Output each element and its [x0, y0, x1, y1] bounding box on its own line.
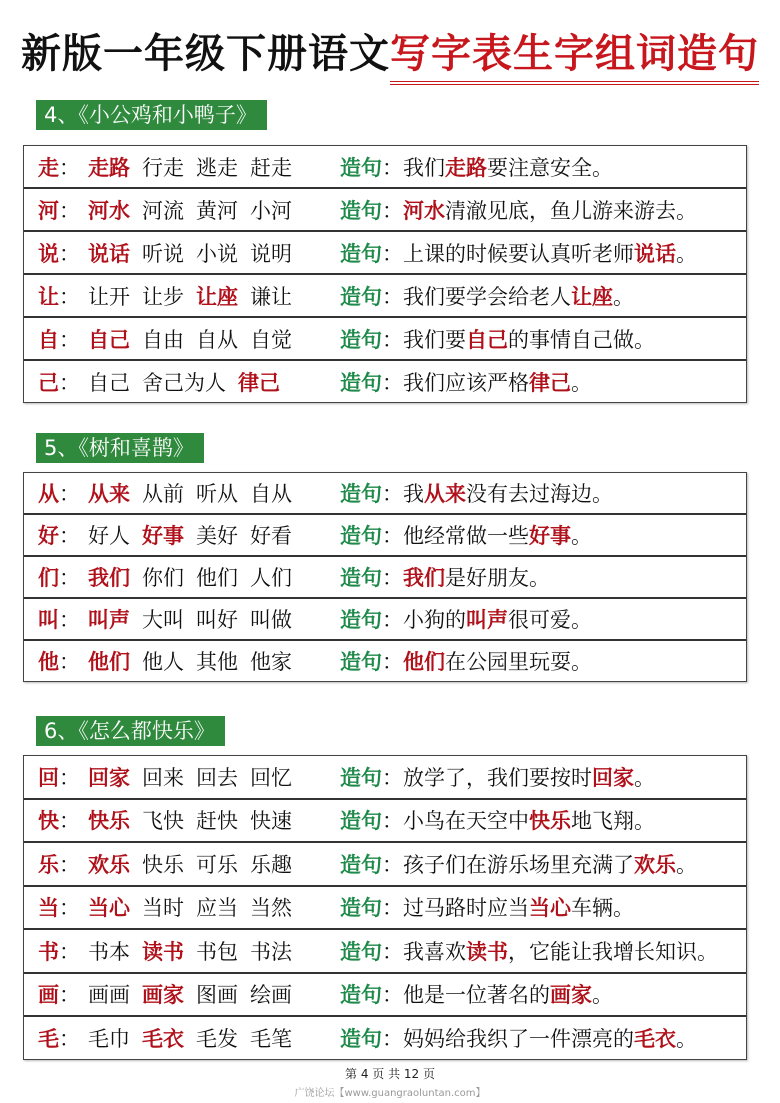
zaoju-label: 造句	[340, 327, 382, 352]
char-cell	[24, 478, 88, 508]
zaoju-label: 造句	[340, 939, 382, 964]
table-row	[24, 359, 746, 402]
colon: ：	[59, 284, 80, 309]
word: 河水	[88, 198, 130, 223]
words-cell	[88, 478, 340, 508]
word: 自从	[250, 482, 292, 506]
words-cell	[88, 979, 340, 1009]
sentence-cell	[340, 520, 592, 550]
sentence-part: 他是一位著名的	[403, 983, 550, 1008]
sentence-part: 快乐	[529, 809, 571, 834]
sentence-part: 车辆。	[571, 896, 634, 921]
zaoju-label: 造句	[340, 524, 382, 548]
word: 应当	[196, 896, 238, 921]
word: 他们	[88, 650, 130, 674]
target-char: 己	[38, 370, 59, 395]
words-cell	[88, 849, 340, 879]
char-cell	[24, 646, 88, 676]
sentence-cell	[340, 1023, 697, 1053]
zaoju-label: 造句	[340, 1026, 382, 1051]
word: 你们	[142, 566, 184, 590]
word: 叫声	[88, 608, 130, 632]
colon: ：	[382, 896, 403, 921]
char-cell	[24, 979, 88, 1009]
colon: ：	[59, 650, 80, 674]
word: 快乐	[142, 852, 184, 877]
section-heading: 4、《小公鸡和小鸭子》	[36, 100, 267, 130]
word: 欢乐	[88, 852, 130, 877]
zaoju-label: 造句	[340, 155, 382, 180]
word: 可乐	[196, 852, 238, 877]
sentence-part: 。	[676, 852, 697, 877]
target-char: 们	[38, 566, 59, 590]
sentence-part: 当心	[529, 896, 571, 921]
word: 赶走	[250, 155, 292, 180]
sentence-part: 画家	[550, 983, 592, 1008]
words-cell	[88, 892, 340, 922]
sentence-part: 。	[676, 241, 697, 266]
sentence-part: 河水	[403, 198, 445, 223]
table-row	[24, 928, 746, 972]
sentence-part: 小鸟在天空中	[403, 809, 529, 834]
colon: ：	[382, 155, 403, 180]
section-heading: 5、《树和喜鹊》	[36, 433, 204, 463]
sentence-cell	[340, 367, 592, 397]
colon: ：	[382, 608, 403, 632]
words-cell	[88, 238, 340, 268]
word: 黄河	[196, 198, 238, 223]
colon: ：	[382, 650, 403, 674]
sentence-part: 我们要学会给老人	[403, 284, 571, 309]
sentence-part: 叫声	[466, 608, 508, 632]
word: 回去	[196, 765, 238, 790]
word: 绘画	[250, 983, 292, 1008]
word: 书包	[196, 939, 238, 964]
colon: ：	[59, 896, 80, 921]
sentence-part: 自己	[466, 327, 508, 352]
word: 毛巾	[88, 1026, 130, 1051]
word: 飞快	[142, 809, 184, 834]
table-row	[24, 316, 746, 359]
colon: ：	[382, 482, 403, 506]
sentence-cell	[340, 849, 697, 879]
table-row	[24, 756, 746, 798]
page-number: 第 4 页 共 12 页	[345, 1067, 435, 1081]
colon: ：	[59, 198, 80, 223]
words-cell	[88, 805, 340, 835]
char-cell	[24, 520, 88, 550]
char-cell	[24, 1023, 88, 1053]
sentence-cell	[340, 805, 655, 835]
sentence-part: 读书	[466, 939, 508, 964]
sentence-cell	[340, 238, 697, 268]
words-cell	[88, 646, 340, 676]
sentence-cell	[340, 478, 613, 508]
word: 当心	[88, 896, 130, 921]
target-char: 回	[38, 765, 59, 790]
sentence-part: 好事	[529, 524, 571, 548]
word: 其他	[196, 650, 238, 674]
word: 图画	[196, 983, 238, 1008]
table-row	[24, 555, 746, 597]
word: 毛笔	[250, 1026, 292, 1051]
words-cell	[88, 604, 340, 634]
sentence-part: 他经常做一些	[403, 524, 529, 548]
sentence-cell	[340, 892, 634, 922]
word: 回忆	[250, 765, 292, 790]
sentence-part: 放学了，我们要按时	[403, 765, 592, 790]
word: 行走	[142, 155, 184, 180]
word: 美好	[196, 524, 238, 548]
word: 他人	[142, 650, 184, 674]
sentence-part: 我们	[403, 566, 445, 590]
colon: ：	[59, 524, 80, 548]
sentence-cell	[340, 562, 550, 592]
title-black: 新版一年级下册语文	[21, 30, 390, 77]
word: 他家	[250, 650, 292, 674]
char-cell	[24, 238, 88, 268]
word: 赶快	[196, 809, 238, 834]
page-title	[0, 22, 780, 85]
zaoju-label: 造句	[340, 370, 382, 395]
word: 谦让	[250, 284, 292, 309]
colon: ：	[382, 198, 403, 223]
word: 回来	[142, 765, 184, 790]
target-char: 河	[38, 198, 59, 223]
sentence-part: 小狗的	[403, 608, 466, 632]
target-char: 当	[38, 896, 59, 921]
char-cell	[24, 604, 88, 634]
word: 从来	[88, 482, 130, 506]
colon: ：	[382, 1026, 403, 1051]
sentence-part: 很可爱。	[508, 608, 592, 632]
sentence-part: 说话	[634, 241, 676, 266]
colon: ：	[382, 241, 403, 266]
word: 逃走	[196, 155, 238, 180]
words-cell	[88, 520, 340, 550]
char-cell	[24, 762, 88, 792]
zaoju-label: 造句	[340, 566, 382, 590]
sentence-cell	[340, 646, 592, 676]
target-char: 好	[38, 524, 59, 548]
word: 自由	[142, 327, 184, 352]
table-row	[24, 1015, 746, 1059]
sentence-part: 。	[571, 524, 592, 548]
word: 听说	[142, 241, 184, 266]
colon: ：	[59, 370, 80, 395]
word: 让步	[142, 284, 184, 309]
sentence-part: 回家	[592, 765, 634, 790]
word: 好看	[250, 524, 292, 548]
sentence-part: 地飞翔。	[571, 809, 655, 834]
sentence-part: 。	[592, 983, 613, 1008]
words-cell	[88, 281, 340, 311]
word: 快速	[250, 809, 292, 834]
word: 听从	[196, 482, 238, 506]
char-cell	[24, 849, 88, 879]
word: 我们	[88, 566, 130, 590]
word: 叫好	[196, 608, 238, 632]
colon: ：	[59, 155, 80, 180]
words-cell	[88, 324, 340, 354]
colon: ：	[59, 327, 80, 352]
target-char: 画	[38, 983, 59, 1008]
word: 画家	[142, 983, 184, 1008]
colon: ：	[59, 939, 80, 964]
sentence-cell	[340, 281, 634, 311]
section-heading: 6、《怎么都快乐》	[36, 716, 225, 746]
watermark: 广饶论坛【www.guangraoluntan.com】	[294, 1088, 486, 1099]
zaoju-label: 造句	[340, 983, 382, 1008]
colon: ：	[382, 370, 403, 395]
word: 舍己为人	[142, 370, 226, 395]
sentence-part: 走路	[445, 155, 487, 180]
word: 书本	[88, 939, 130, 964]
colon: ：	[59, 482, 80, 506]
colon: ：	[382, 566, 403, 590]
colon: ：	[382, 939, 403, 964]
sentence-part: 让座	[571, 284, 613, 309]
colon: ：	[59, 241, 80, 266]
word: 毛发	[196, 1026, 238, 1051]
table-row	[24, 230, 746, 273]
word: 好人	[88, 524, 130, 548]
sentence-part: 欢乐	[634, 852, 676, 877]
zaoju-label: 造句	[340, 809, 382, 834]
sentence-part: 上课的时候要认真听老师	[403, 241, 634, 266]
sentence-part: 妈妈给我织了一件漂亮的	[403, 1026, 634, 1051]
word: 自觉	[250, 327, 292, 352]
colon: ：	[382, 327, 403, 352]
target-char: 毛	[38, 1026, 59, 1051]
zaoju-label: 造句	[340, 765, 382, 790]
word: 自己	[88, 327, 130, 352]
word: 当然	[250, 896, 292, 921]
words-cell	[88, 195, 340, 225]
table-row	[24, 798, 746, 842]
word: 书法	[250, 939, 292, 964]
word: 小河	[250, 198, 292, 223]
sentence-part: 我	[403, 482, 424, 506]
table-row	[24, 639, 746, 681]
sentence-cell	[340, 152, 613, 182]
colon: ：	[382, 809, 403, 834]
char-cell	[24, 281, 88, 311]
colon: ：	[59, 765, 80, 790]
char-cell	[24, 367, 88, 397]
zaoju-label: 造句	[340, 241, 382, 266]
word: 小说	[196, 241, 238, 266]
word: 自己	[88, 370, 130, 395]
zaoju-label: 造句	[340, 896, 382, 921]
table-row	[24, 146, 746, 187]
colon: ：	[382, 983, 403, 1008]
target-char: 乐	[38, 852, 59, 877]
sentence-part: 我们应该严格	[403, 370, 529, 395]
target-char: 走	[38, 155, 59, 180]
sentence-cell	[340, 604, 592, 634]
words-cell	[88, 762, 340, 792]
target-char: 书	[38, 939, 59, 964]
words-cell	[88, 936, 340, 966]
table-row	[24, 841, 746, 885]
colon: ：	[382, 765, 403, 790]
word: 走路	[88, 155, 130, 180]
sentence-part: 在公园里玩耍。	[445, 650, 592, 674]
char-cell	[24, 152, 88, 182]
target-char: 快	[38, 809, 59, 834]
word: 人们	[250, 566, 292, 590]
sentence-part: 我喜欢	[403, 939, 466, 964]
word: 说明	[250, 241, 292, 266]
sentence-cell	[340, 936, 718, 966]
sentence-part: 律己	[529, 370, 571, 395]
word: 毛衣	[142, 1026, 184, 1051]
colon: ：	[59, 852, 80, 877]
colon: ：	[59, 1026, 80, 1051]
sentence-part: 没有去过海边。	[466, 482, 613, 506]
zaoju-label: 造句	[340, 608, 382, 632]
sentence-cell	[340, 324, 655, 354]
sentence-part: 是好朋友。	[445, 566, 550, 590]
sentence-part: ，它能让我增长知识。	[508, 939, 718, 964]
word: 乐趣	[250, 852, 292, 877]
word: 读书	[142, 939, 184, 964]
target-char: 让	[38, 284, 59, 309]
sentence-part: 清澈见底，鱼儿游来游去。	[445, 198, 697, 223]
word: 他们	[196, 566, 238, 590]
table-row	[24, 885, 746, 929]
char-cell	[24, 892, 88, 922]
sentence-part: 要注意安全。	[487, 155, 613, 180]
sentence-part: 孩子们在游乐场里充满了	[403, 852, 634, 877]
zaoju-label: 造句	[340, 852, 382, 877]
sentence-part: 我们	[403, 155, 445, 180]
word: 好事	[142, 524, 184, 548]
target-char: 自	[38, 327, 59, 352]
word: 律己	[238, 370, 280, 395]
word: 河流	[142, 198, 184, 223]
word-table	[23, 472, 747, 682]
sentence-part: 毛衣	[634, 1026, 676, 1051]
sentence-part: 。	[613, 284, 634, 309]
colon: ：	[59, 608, 80, 632]
char-cell	[24, 805, 88, 835]
zaoju-label: 造句	[340, 198, 382, 223]
target-char: 说	[38, 241, 59, 266]
word: 自从	[196, 327, 238, 352]
word: 让开	[88, 284, 130, 309]
sentence-part: 从来	[424, 482, 466, 506]
colon: ：	[382, 852, 403, 877]
word: 大叫	[142, 608, 184, 632]
table-row	[24, 513, 746, 555]
word: 当时	[142, 896, 184, 921]
words-cell	[88, 152, 340, 182]
word: 回家	[88, 765, 130, 790]
word: 叫做	[250, 608, 292, 632]
zaoju-label: 造句	[340, 650, 382, 674]
word: 画画	[88, 983, 130, 1008]
colon: ：	[59, 566, 80, 590]
word: 快乐	[88, 809, 130, 834]
char-cell	[24, 195, 88, 225]
colon: ：	[59, 983, 80, 1008]
sentence-part: 过马路时应当	[403, 896, 529, 921]
table-row	[24, 473, 746, 513]
sentence-part: 。	[676, 1026, 697, 1051]
target-char: 叫	[38, 608, 59, 632]
words-cell	[88, 1023, 340, 1053]
char-cell	[24, 562, 88, 592]
table-row	[24, 187, 746, 230]
word: 让座	[196, 284, 238, 309]
target-char: 他	[38, 650, 59, 674]
char-cell	[24, 324, 88, 354]
sentence-part: 的事情自己做。	[508, 327, 655, 352]
sentence-cell	[340, 979, 613, 1009]
sentence-cell	[340, 762, 655, 792]
words-cell	[88, 562, 340, 592]
sentence-part: 。	[634, 765, 655, 790]
word-table	[23, 145, 747, 403]
word: 从前	[142, 482, 184, 506]
table-row	[24, 972, 746, 1016]
target-char: 从	[38, 482, 59, 506]
sentence-part: 他们	[403, 650, 445, 674]
colon: ：	[382, 284, 403, 309]
words-cell	[88, 367, 340, 397]
sentence-part: 。	[571, 370, 592, 395]
char-cell	[24, 936, 88, 966]
zaoju-label: 造句	[340, 482, 382, 506]
zaoju-label: 造句	[340, 284, 382, 309]
word: 说话	[88, 241, 130, 266]
colon: ：	[382, 524, 403, 548]
table-row	[24, 273, 746, 316]
title-red: 写字表生字组词造句	[390, 22, 759, 85]
colon: ：	[59, 809, 80, 834]
table-row	[24, 597, 746, 639]
sentence-part: 我们要	[403, 327, 466, 352]
word-table	[23, 755, 747, 1060]
sentence-cell	[340, 195, 697, 225]
